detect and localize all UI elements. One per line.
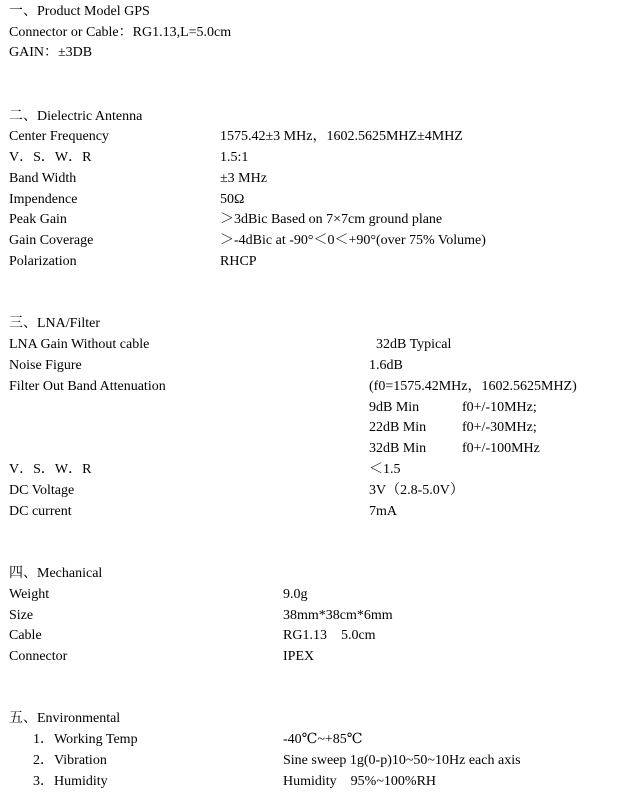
spec-label: Cable — [9, 628, 42, 643]
product-model-title: 一、Product Model GPS — [9, 4, 150, 19]
spec-value: ＜1.5 — [369, 462, 401, 477]
spec-label: Gain Coverage — [9, 233, 94, 248]
spec-label: V．S．W．R — [9, 462, 92, 477]
spec-row-dc-voltage — [9, 481, 620, 501]
spec-value: IPEX — [283, 649, 315, 664]
spec-row-weight — [9, 585, 620, 605]
spec-row-gain-coverage — [9, 231, 620, 251]
gain-line: GAIN：±3DB — [9, 45, 93, 60]
spec-row-vswr — [9, 148, 620, 168]
spec-value: ＞-4dBic at -90°＜0＜+90°(over 75% Volume) — [220, 233, 486, 248]
spec-label: DC current — [9, 504, 72, 519]
spec-value: 1575.42±3 MHz，1602.5625MHZ±4MHZ — [220, 129, 463, 144]
spec-value: ＞3dBic Based on 7×7cm ground plane — [220, 212, 443, 227]
spec-value: 50Ω — [220, 192, 245, 207]
spec-row-band-width — [9, 169, 620, 189]
spec-value: Sine sweep 1g(0-p)10~50~10Hz each axis — [283, 753, 521, 768]
spec-value: 1.6dB — [369, 358, 403, 373]
spec-row-center-frequency — [9, 127, 620, 147]
spec-label: Center Frequency — [9, 129, 109, 144]
spec-row-polarization — [9, 252, 620, 272]
spec-label: 1．Working Temp — [33, 732, 138, 747]
attenuation-value: 9dB Min — [369, 400, 420, 415]
spec-label: V．S．W．R — [9, 150, 92, 165]
spec-value: 32dB Typical — [376, 337, 452, 352]
spec-value: (f0=1575.42MHz，1602.5625MHZ) — [369, 379, 577, 394]
attenuation-offset: f0+/-30MHz; — [462, 420, 537, 435]
attenuation-offset: f0+/-10MHz; — [462, 400, 537, 415]
spec-value: -40℃~+85℃ — [283, 732, 363, 747]
spec-label: Filter Out Band Attenuation — [9, 379, 166, 394]
spec-row-filter-attenuation — [9, 377, 620, 397]
attenuation-offset: f0+/-100MHz — [462, 441, 540, 456]
spec-row-vibration — [9, 751, 620, 771]
spec-value: ±3 MHz — [220, 171, 267, 186]
spec-value: RHCP — [220, 254, 257, 269]
spec-value: 1.5:1 — [220, 150, 249, 165]
spec-row-lna-vswr — [9, 460, 620, 480]
attenuation-value: 32dB Min — [369, 441, 427, 456]
spec-row-dc-current — [9, 502, 620, 522]
spec-value: 38mm*38cm*6mm — [283, 608, 393, 623]
attenuation-value: 22dB Min — [369, 420, 427, 435]
spec-row-lna-gain — [9, 335, 620, 355]
spec-label: Connector — [9, 649, 68, 664]
spec-row-peak-gain — [9, 210, 620, 230]
spec-value: RG1.13 5.0cm — [283, 628, 376, 643]
spec-row-humidity — [9, 772, 620, 792]
spec-row-connector — [9, 647, 620, 667]
spec-label: 2．Vibration — [33, 753, 107, 768]
spec-label: DC Voltage — [9, 483, 75, 498]
spec-row-size — [9, 606, 620, 626]
spec-row-cable — [9, 626, 620, 646]
spec-value: 9.0g — [283, 587, 308, 602]
connector-cable-line: Connector or Cable：RG1.13,L=5.0cm — [9, 25, 232, 40]
spec-row-impendence — [9, 190, 620, 210]
spec-label: 3．Humidity — [33, 774, 108, 789]
spec-value: 7mA — [369, 504, 397, 519]
spec-value: Humidity 95%~100%RH — [283, 774, 437, 789]
spec-label: Size — [9, 608, 34, 623]
lna-filter-heading: 三、LNA/Filter — [9, 316, 100, 331]
dielectric-antenna-heading: 二、Dielectric Antenna — [9, 109, 143, 124]
environmental-heading: 五、Environmental — [9, 711, 121, 726]
spec-value: 3V（2.8-5.0V） — [369, 483, 464, 498]
spec-label: Band Width — [9, 171, 77, 186]
spec-label: Polarization — [9, 254, 77, 269]
spec-label: Noise Figure — [9, 358, 82, 373]
spec-label: Peak Gain — [9, 212, 67, 227]
spec-label: Weight — [9, 587, 50, 602]
mechanical-heading: 四、Mechanical — [9, 566, 103, 581]
spec-row-noise-figure — [9, 356, 620, 376]
spec-label: Impendence — [9, 192, 78, 207]
spec-label: LNA Gain Without cable — [9, 337, 150, 352]
spec-row-working-temp — [9, 730, 620, 750]
